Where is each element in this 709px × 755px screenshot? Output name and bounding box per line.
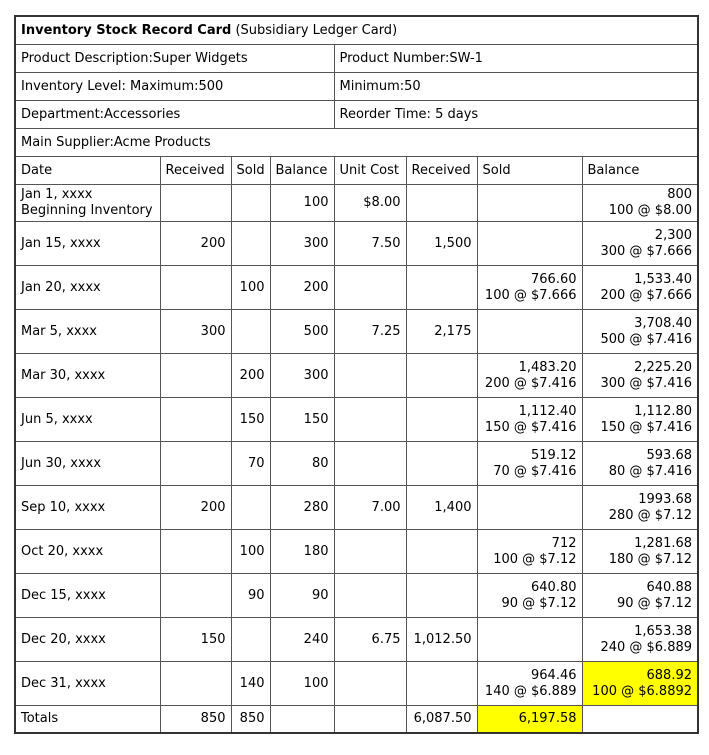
sold-cost-amount: 640.80 [531,579,577,595]
sold-cost-cell [477,398,582,442]
balance-units-cell: 180 [270,530,334,574]
main-supplier: Main Supplier:Acme Products [15,129,698,157]
inventory-level-row [15,73,698,101]
sold-cost-amount: 1,483.20 [518,359,577,375]
table-row [15,574,698,618]
sold-cost-cell [477,442,582,486]
balance-cost-detail: 300 @ $7.416 [600,375,693,391]
sold-cost-detail: 100 @ $7.666 [484,287,577,303]
balance-cost-amount: 1,653.38 [634,623,693,639]
inventory-minimum: Minimum:50 [334,73,698,101]
column-header-balance-cost: Balance [582,157,698,185]
balance-cost-amount: 1,112.80 [634,403,693,419]
table-row [15,618,698,662]
sold-units-cell [231,222,270,266]
sold-units-cell: 100 [231,266,270,310]
balance-cost-amount: 1,281.68 [634,535,693,551]
received-cost-cell [406,442,477,486]
received-cost-cell [406,266,477,310]
sold-units-cell [231,486,270,530]
sold-cost-detail: 200 @ $7.416 [484,375,577,391]
column-header-row [15,157,698,185]
received-cost-cell [406,354,477,398]
sold-cost-cell [477,266,582,310]
table-row [15,530,698,574]
unit-cost-cell [334,574,406,618]
product-number: Product Number:SW-1 [334,45,698,73]
table-row [15,398,698,442]
received-units-cell: 200 [160,222,231,266]
unit-cost-cell: 7.00 [334,486,406,530]
column-header-balance-units: Balance [270,157,334,185]
received-cost-cell: 1,012.50 [406,618,477,662]
column-header-received-units: Received [160,157,231,185]
date-cell [15,185,160,222]
date-cell: Sep 10, xxxx [15,486,160,530]
balance-cost-cell [582,574,698,618]
balance-cost-amount: 1,533.40 [634,271,693,287]
sold-units-cell [231,310,270,354]
balance-cost-cell [582,222,698,266]
balance-cost-amount: 688.92 [646,667,693,683]
table-row [15,486,698,530]
totals-label: Totals [15,706,160,734]
sold-cost-amount: 1,112.40 [518,403,577,419]
received-units-cell [160,442,231,486]
sold-cost-cell [477,222,582,266]
department-row [15,101,698,129]
date-cell: Dec 31, xxxx [15,662,160,706]
received-cost-cell [406,662,477,706]
balance-cost-detail: 100 @ $6.8892 [592,683,693,699]
total-balance-cost-empty [582,706,698,734]
inventory-level: Inventory Level: Maximum:500 [15,73,334,101]
column-header-received-cost: Received [406,157,477,185]
unit-cost-cell [334,442,406,486]
received-units-cell [160,185,231,222]
received-cost-cell [406,574,477,618]
balance-cost-detail: 240 @ $6.889 [600,639,693,655]
received-cost-cell [406,398,477,442]
balance-cost-detail: 500 @ $7.416 [600,331,693,347]
total-received-cost: 6,087.50 [406,706,477,734]
balance-cost-cell [582,266,698,310]
sold-cost-amount: 519.12 [531,447,577,463]
sold-cost-cell [477,574,582,618]
product-description: Product Description:Super Widgets [15,45,334,73]
balance-units-cell: 150 [270,398,334,442]
sold-units-cell [231,618,270,662]
received-cost-cell [406,530,477,574]
balance-cost-detail: 280 @ $7.12 [608,507,693,523]
reorder-time: Reorder Time: 5 days [334,101,698,129]
date-text: Jan 1, xxxx [21,187,93,202]
received-cost-cell: 1,500 [406,222,477,266]
column-header-sold-cost: Sold [477,157,582,185]
date-cell: Jan 15, xxxx [15,222,160,266]
table-row [15,185,698,222]
date-cell: Mar 30, xxxx [15,354,160,398]
date-cell: Oct 20, xxxx [15,530,160,574]
sold-cost-cell [477,185,582,222]
sold-cost-cell [477,662,582,706]
sold-units-cell: 90 [231,574,270,618]
product-info-row [15,45,698,73]
supplier-row [15,129,698,157]
totals-row [15,706,698,734]
total-balance-units-empty [270,706,334,734]
column-header-unit-cost: Unit Cost [334,157,406,185]
balance-units-cell: 240 [270,618,334,662]
date-note: Beginning Inventory [21,203,153,218]
department: Department:Accessories [15,101,334,129]
sold-units-cell: 70 [231,442,270,486]
sold-cost-amount: 766.60 [531,271,577,287]
balance-cost-detail: 150 @ $7.416 [600,419,693,435]
balance-cost-detail: 90 @ $7.12 [616,595,693,611]
received-cost-cell: 1,400 [406,486,477,530]
balance-cost-cell [582,310,698,354]
sold-cost-detail: 100 @ $7.12 [493,551,577,567]
sold-cost-amount: 964.46 [531,667,577,683]
received-units-cell: 150 [160,618,231,662]
balance-cost-cell [582,442,698,486]
balance-cost-amount: 1993.68 [638,491,693,507]
sold-cost-cell [477,486,582,530]
balance-units-cell: 500 [270,310,334,354]
sold-cost-detail: 140 @ $6.889 [484,683,577,699]
total-received-units: 850 [160,706,231,734]
unit-cost-cell [334,662,406,706]
sold-units-cell [231,185,270,222]
balance-cost-cell [582,398,698,442]
sold-cost-detail: 70 @ $7.416 [493,463,577,479]
date-cell: Jun 5, xxxx [15,398,160,442]
table-row [15,266,698,310]
balance-cost-cell [582,618,698,662]
sold-cost-cell [477,618,582,662]
received-cost-cell [406,185,477,222]
balance-cost-amount: 593.68 [646,447,693,463]
balance-cost-amount: 800 [667,187,693,202]
table-row [15,662,698,706]
balance-units-cell: 300 [270,354,334,398]
received-units-cell [160,574,231,618]
sold-cost-cell [477,354,582,398]
sold-cost-cell [477,310,582,354]
balance-cost-detail: 180 @ $7.12 [608,551,693,567]
balance-cost-cell [582,530,698,574]
balance-cost-amount: 2,300 [654,227,693,243]
balance-cost-cell-highlighted [582,662,698,706]
received-units-cell [160,266,231,310]
unit-cost-cell [334,354,406,398]
balance-cost-detail: 300 @ $7.666 [600,243,693,259]
date-cell: Jun 30, xxxx [15,442,160,486]
unit-cost-cell: 6.75 [334,618,406,662]
sold-cost-detail: 150 @ $7.416 [484,419,577,435]
column-header-sold-units: Sold [231,157,270,185]
table-row [15,222,698,266]
received-units-cell: 300 [160,310,231,354]
balance-cost-amount: 640.88 [646,579,693,595]
column-header-date: Date [15,157,160,185]
received-units-cell [160,662,231,706]
title-row [15,16,698,45]
balance-units-cell: 280 [270,486,334,530]
unit-cost-cell [334,530,406,574]
inventory-stock-record-card [14,15,699,734]
date-cell: Dec 15, xxxx [15,574,160,618]
unit-cost-cell [334,266,406,310]
balance-cost-detail: 200 @ $7.666 [600,287,693,303]
received-units-cell [160,398,231,442]
balance-cost-amount: 2,225.20 [634,359,693,375]
sold-units-cell: 100 [231,530,270,574]
received-units-cell: 200 [160,486,231,530]
unit-cost-cell: $8.00 [334,185,406,222]
balance-cost-cell [582,486,698,530]
balance-units-cell: 300 [270,222,334,266]
card-title-sub: (Subsidiary Ledger Card) [231,22,398,38]
table-row [15,442,698,486]
total-sold-units: 850 [231,706,270,734]
balance-cost-cell [582,354,698,398]
balance-cost-detail: 100 @ $8.00 [608,203,693,218]
date-cell: Jan 20, xxxx [15,266,160,310]
sold-units-cell: 140 [231,662,270,706]
total-unit-cost-empty [334,706,406,734]
total-sold-cost-highlighted: 6,197.58 [477,706,582,734]
table-row [15,310,698,354]
received-units-cell [160,354,231,398]
unit-cost-cell [334,398,406,442]
received-cost-cell: 2,175 [406,310,477,354]
sold-units-cell: 200 [231,354,270,398]
date-cell: Mar 5, xxxx [15,310,160,354]
sold-cost-detail: 90 @ $7.12 [501,595,577,611]
balance-cost-detail: 80 @ $7.416 [608,463,693,479]
table-row [15,354,698,398]
balance-units-cell: 80 [270,442,334,486]
unit-cost-cell: 7.50 [334,222,406,266]
unit-cost-cell: 7.25 [334,310,406,354]
sold-cost-cell [477,530,582,574]
date-cell: Dec 20, xxxx [15,618,160,662]
card-title-main: Inventory Stock Record Card [21,22,232,38]
balance-units-cell: 100 [270,662,334,706]
sold-cost-amount: 712 [551,535,577,551]
balance-units-cell: 100 [270,185,334,222]
sold-units-cell: 150 [231,398,270,442]
balance-cost-amount: 3,708.40 [634,315,693,331]
balance-cost-cell [582,185,698,222]
balance-units-cell: 200 [270,266,334,310]
balance-units-cell: 90 [270,574,334,618]
card-title [15,16,698,45]
received-units-cell [160,530,231,574]
